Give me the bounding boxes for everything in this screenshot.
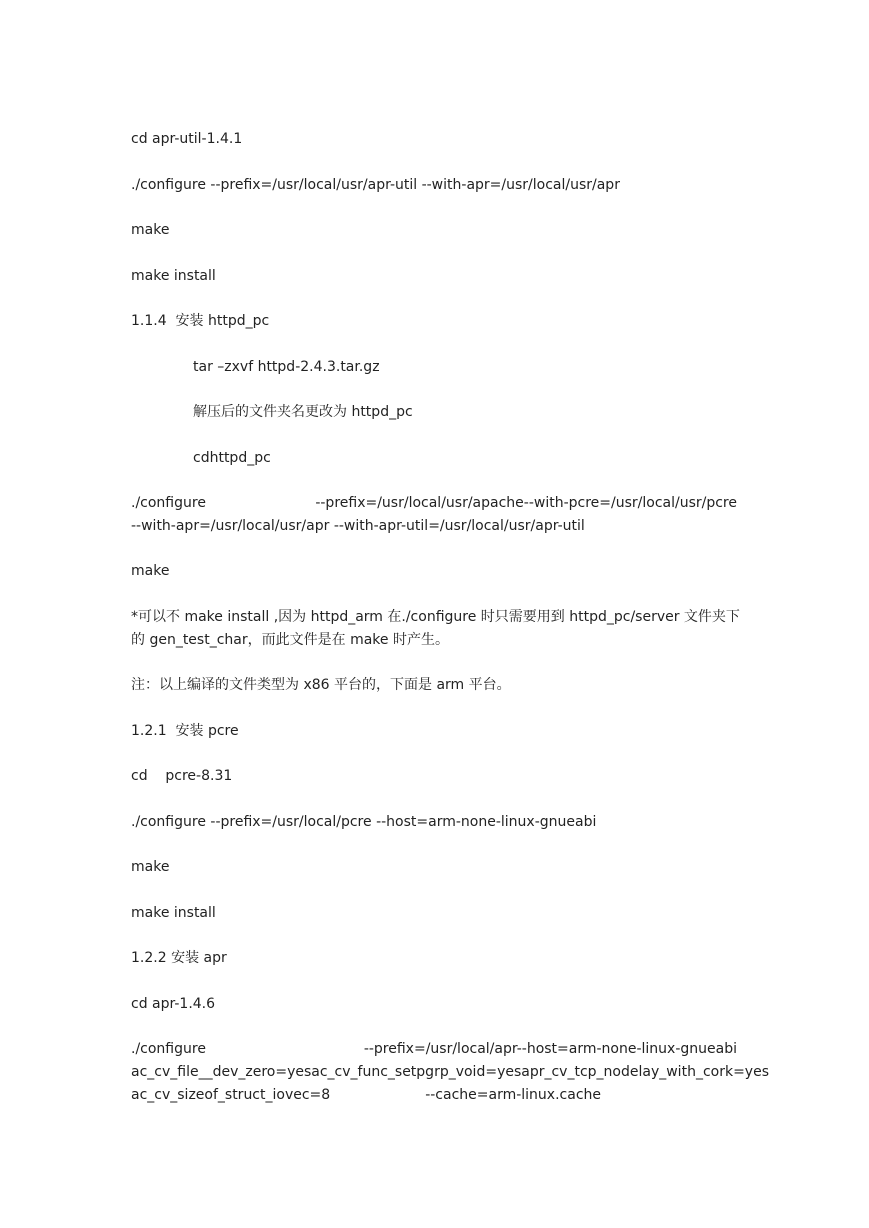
- text-line: 的 gen_test_char，而此文件是在 make 时产生。: [131, 632, 449, 648]
- text-line: tar –zxvf httpd-2.4.3.tar.gz: [193, 359, 380, 375]
- text-line: make install: [131, 268, 216, 284]
- section-heading: 1.1.4 安装 httpd_pc: [131, 313, 270, 329]
- text-line: make: [131, 222, 170, 238]
- section-heading: 1.2.1 安装 pcre: [131, 723, 239, 739]
- text-line: cd apr-1.4.6: [131, 996, 216, 1012]
- text-segment: ./configure: [131, 1041, 206, 1057]
- text-segment: ac_cv_func_setpgrp_void=yes: [311, 1064, 522, 1080]
- text-line: --with-apr=/usr/local/usr/apr --with-apr-util=/usr/local/usr/apr-util: [131, 518, 585, 534]
- text-segment: ac_cv_sizeof_struct_iovec=8: [131, 1087, 331, 1103]
- text-line: make: [131, 859, 170, 875]
- text-line: [131, 1039, 737, 1059]
- text-line: ./configure --prefix=/usr/local/usr/apr-util --with-apr=/usr/local/usr/apr: [131, 177, 620, 193]
- section-heading: 1.2.2 安装 apr: [131, 950, 227, 966]
- text-line: cd apr-util-1.4.1: [131, 131, 243, 147]
- text-line: cdhttpd_pc: [193, 450, 271, 466]
- text-segment: ./configure: [131, 495, 206, 511]
- text-line: ./configure --prefix=/usr/local/pcre --host=arm-none-linux-gnueabi: [131, 814, 597, 830]
- text-segment: --prefix=/usr/local/usr/apache--with-pcre=/usr/local/usr/pcre: [315, 495, 737, 511]
- text-segment: ac_cv_file__dev_zero=yes: [131, 1064, 312, 1080]
- text-segment: apr_cv_tcp_nodelay_with_cork=yes: [521, 1064, 769, 1080]
- text-line: [131, 1085, 601, 1105]
- text-line: *可以不 make install ,因为 httpd_arm 在./configure 时只需要用到 httpd_pc/server 文件夹下: [131, 609, 740, 625]
- text-line: [131, 1062, 769, 1082]
- text-line: cd pcre-8.31: [131, 768, 233, 784]
- note-line: 注：以上编译的文件类型为 x86 平台的，下面是 arm 平台。: [131, 677, 511, 693]
- text-line: [131, 493, 737, 513]
- text-segment: --prefix=/usr/local/apr--host=arm-none-linux-gnueabi: [363, 1041, 737, 1057]
- text-segment: --cache=arm-linux.cache: [425, 1087, 601, 1103]
- text-line: 解压后的文件夹名更改为 httpd_pc: [193, 404, 413, 420]
- text-line: make: [131, 563, 170, 579]
- text-line: make install: [131, 905, 216, 921]
